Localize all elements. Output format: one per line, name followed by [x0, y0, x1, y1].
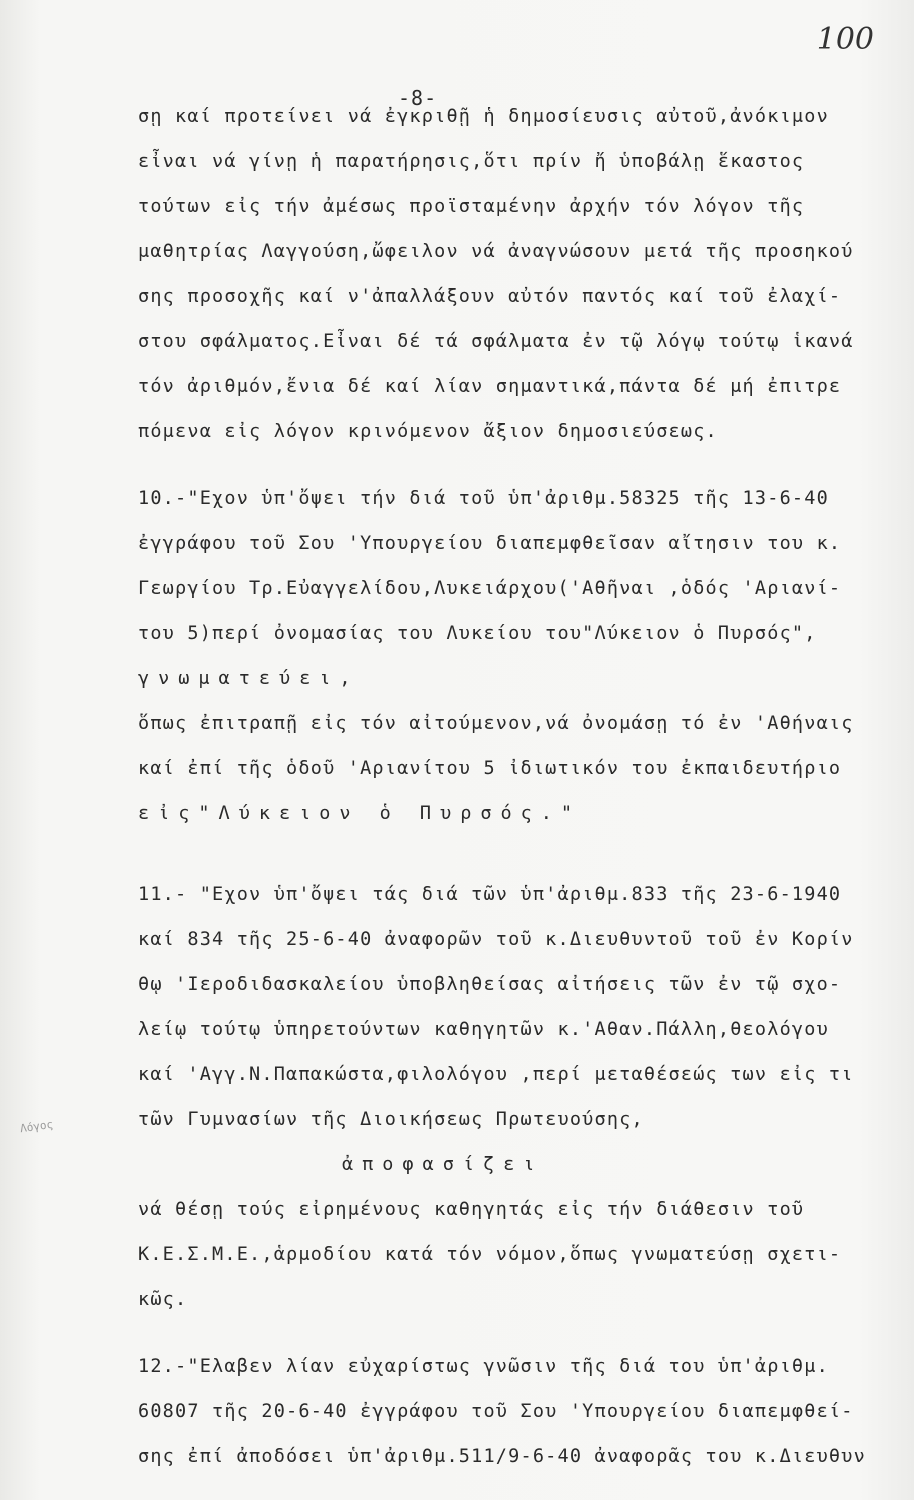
text-line: ἐγγράφου τοῦ Σου 'Υπουργείου διαπεμφθεῖσαν αἴτησιν του κ. — [138, 533, 842, 554]
text-line: 60807 τῆς 20-6-40 ἐγγράφου τοῦ Σου 'Υπουργείου διαπεμφθεί- — [138, 1401, 854, 1422]
text-line: 11.- "Εχον ὑπ'ὄψει τάς διά τῶν ὑπ'ἀριθμ.833 τῆς 23-6-1940 — [138, 884, 842, 905]
text-line: Κ.Ε.Σ.Μ.Ε.,ἁρμοδίου κατά τόν νόμον,ὅπως γνωματεύσῃ σχετι- — [138, 1244, 842, 1265]
text-line: τόν ἀριθμόν,ἔνια δέ καί λίαν σημαντικά,πάντα δέ μή ἐπιτρε — [138, 376, 842, 397]
text-line: μαθητρίας Λαγγούση,ὤφειλον νά ἀναγνώσουν μετά τῆς προσηκού — [138, 241, 854, 262]
text-line: σης προσοχῆς καί ν'ἀπαλλάξουν αὐτόν παντός καί τοῦ ἐλαχί- — [138, 286, 842, 307]
text-line: λείῳ τούτῳ ὑπηρετούντων καθηγητῶν κ.'Αθαν.Πάλλη,θεολόγου — [138, 1019, 829, 1040]
text-line: καί ἐπί τῆς ὁδοῦ 'Αριανίτου 5 ἰδιωτικόν του ἐκπαιδευτήριο — [138, 758, 842, 779]
text-line: τούτων εἰς τήν ἀμέσως προϊσταμένην ἀρχήν τόν λόγον τῆς — [138, 196, 805, 217]
text-line: στου σφάλματος.Εἶναι δέ τά σφάλματα ἐν τῷ λόγῳ τούτῳ ἱκανά — [138, 331, 854, 352]
text-line: εἶναι νά γίνῃ ἡ παρατήρησις,ὅτι πρίν ἤ ὑποβάλῃ ἕκαστος — [138, 151, 805, 172]
decision-word: ἀποφασίζει — [342, 1154, 544, 1175]
text-line: καί 'Αγγ.Ν.Παπακώστα,φιλολόγου ,περί μεταθέσεώς των εἰς τι — [138, 1064, 854, 1085]
decision-word: γνωματεύει, — [138, 668, 360, 689]
text-line: σῃ καί προτείνει νά ἐγκριθῇ ἡ δημοσίευσις αὐτοῦ,ἀνόκιμον — [138, 106, 829, 127]
text-line: κῶς. — [138, 1289, 188, 1310]
text-line: πόμενα εἰς λόγον κρινόμενον ἄξιον δημοσιεύσεως. — [138, 421, 718, 442]
text-line: 10.-"Εχον ὑπ'ὄψει τήν διά τοῦ ὑπ'ἀριθμ.58325 τῆς 13-6-40 — [138, 488, 829, 509]
page-number: -8- — [398, 86, 438, 110]
text-line: ὅπως ἐπιτραπῇ εἰς τόν αἰτούμενον,νά ὀνομάσῃ τό ἐν 'Αθήναις — [138, 713, 854, 734]
text-line: θῳ 'Ιεροδιδασκαλείου ὑποβληθείσας αἰτήσεις τῶν ἐν τῷ σχο- — [138, 974, 842, 995]
folio-number: 100 — [816, 22, 874, 57]
text-line: Γεωργίου Τρ.Εὐαγγελίδου,Λυκειάρχου('Αθῆναι ,ὁδός 'Αριανί- — [138, 578, 842, 599]
text-line: εἰς"Λύκειον ὁ Πυρσός." — [138, 803, 582, 824]
text-line: 12.-"Ελαβεν λίαν εὐχαρίστως γνῶσιν τῆς διά του ὑπ'ἀριθμ. — [138, 1356, 829, 1377]
text-line: νά θέσῃ τούς εἰρημένους καθηγητάς εἰς τήν διάθεσιν τοῦ — [138, 1199, 805, 1220]
text-line: καί 834 τῆς 25-6-40 ἀναφορῶν τοῦ κ.Διευθυντοῦ τοῦ ἐν Κορίν — [138, 929, 854, 950]
text-line: σης ἐπί ἀποδόσει ὑπ'ἀριθμ.511/9-6-40 ἀναφορᾶς του κ.Διευθυν — [138, 1446, 866, 1467]
text-line: τῶν Γυμνασίων τῆς Διοικήσεως Πρωτευούσης, — [138, 1109, 644, 1130]
text-line: του 5)περί ὀνομασίας του Λυκείου του"Λύκειον ὁ Πυρσός", — [138, 623, 817, 644]
margin-note: Λόγος — [19, 1117, 54, 1136]
